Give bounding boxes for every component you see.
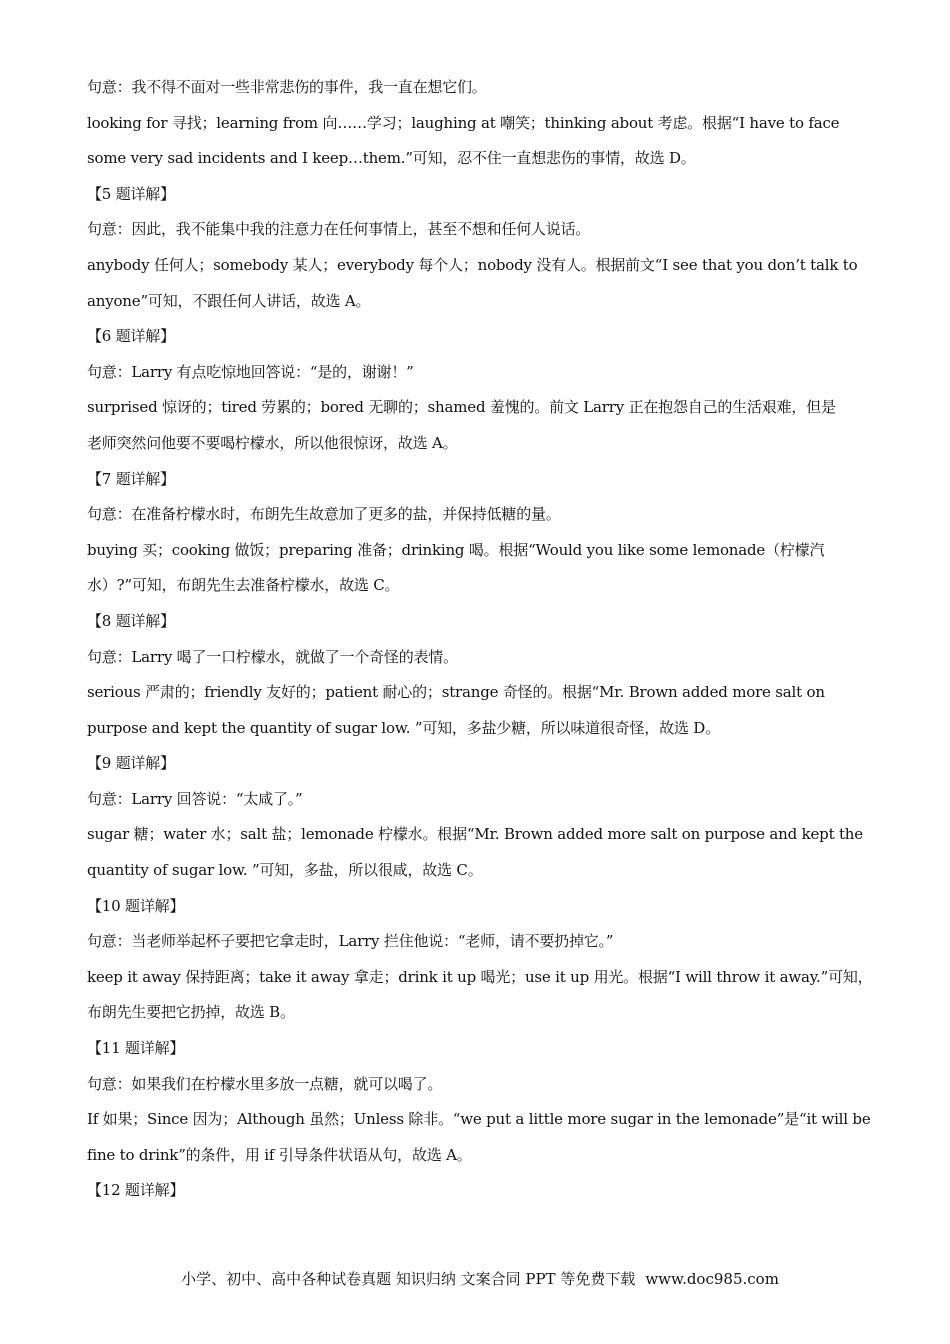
text-line: 句意：在准备柠檬水时，布朗先生故意加了更多的盐，并保持低糖的量。 <box>87 505 561 524</box>
text-line: surprised 惊讶的；tired 劳累的；bored 无聊的；shamed 羞愧的。前文 Larry 正在抱怨自己的生活艰难，但是 <box>87 398 836 417</box>
text-line: 句意：因此，我不能集中我的注意力在任何事情上，甚至不想和任何人说话。 <box>87 220 591 239</box>
text-line: 句意：Larry 回答说：“太咸了。” <box>87 789 303 808</box>
section-heading: 【6 题详解】 <box>87 327 175 346</box>
text-line: If 如果；Since 因为；Although 虽然；Unless 除非。“we put a little more sugar in the lemonade”是“it will be <box>87 1110 871 1129</box>
text-line: 水）?”可知，布朗先生去准备柠檬水，故选 C。 <box>87 576 400 595</box>
text-line: some very sad incidents and I keep…them.”可知，忍不住一直想悲伤的事情，故选 D。 <box>87 149 696 168</box>
text-line: purpose and kept the quantity of sugar low. ”可知，多盐少糖，所以味道很奇怪，故选 D。 <box>87 718 720 737</box>
text-line: looking for 寻找；learning from 向……学习；laughing at 嘲笑；thinking about 考虑。根据“I have to face <box>87 113 840 132</box>
text-line: keep it away 保持距离；take it away 拿走；drink it up 喝光；use it up 用光。根据“I will throw it away.”可知， <box>87 967 873 986</box>
footer-url[interactable]: www.doc985.com <box>645 1270 779 1288</box>
section-heading: 【8 题详解】 <box>87 611 175 630</box>
section-heading: 【9 题详解】 <box>87 754 175 773</box>
text-line: serious 严肃的；friendly 友好的；patient 耐心的；strange 奇怪的。根据“Mr. Brown added more salt on <box>87 683 825 702</box>
text-line: sugar 糖；water 水；salt 盐；lemonade 柠檬水。根据“Mr. Brown added more salt on purpose and kept the <box>87 825 863 844</box>
text-line: 句意：我不得不面对一些非常悲伤的事件，我一直在想它们。 <box>87 78 487 96</box>
text-line: 老师突然问他要不要喝柠檬水，所以他很惊讶，故选 A。 <box>87 433 458 452</box>
text-line: quantity of sugar low. ”可知，多盐，所以很咸，故选 C。 <box>87 861 483 880</box>
text-line: 句意：Larry 有点吃惊地回答说：“是的，谢谢！” <box>87 362 414 381</box>
section-heading: 【10 题详解】 <box>87 896 185 915</box>
section-heading: 【11 题详解】 <box>87 1039 185 1058</box>
page-footer <box>0 1268 950 1289</box>
section-heading: 【5 题详解】 <box>87 184 175 203</box>
text-line: buying 买；cooking 做饭；preparing 准备；drinking 喝。根据“Would you like some lemonade（柠檬汽 <box>87 540 825 559</box>
document-body <box>87 70 873 1209</box>
text-line: anybody 任何人；somebody 某人；everybody 每个人；nobody 没有人。根据前文“I see that you don’t talk to <box>87 255 858 274</box>
text-line: 布朗先生要把它扔掉，故选 B。 <box>87 1003 295 1022</box>
text-line: 句意：如果我们在柠檬水里多放一点糖，就可以喝了。 <box>87 1074 443 1093</box>
text-line: fine to drink”的条件，用 if 引导条件状语从句，故选 A。 <box>87 1145 472 1164</box>
text-line: 句意：Larry 喝了一口柠檬水，就做了一个奇怪的表情。 <box>87 647 458 666</box>
text-line: anyone”可知，不跟任何人讲话，故选 A。 <box>87 291 371 310</box>
section-heading: 【7 题详解】 <box>87 469 175 488</box>
text-line: 句意：当老师举起杯子要把它拿走时，Larry 拦住他说：“老师，请不要扔掉它。” <box>87 932 614 951</box>
footer-text: 小学、初中、高中各种试卷真题 知识归纳 文案合同 PPT 等免费下载 <box>181 1270 636 1288</box>
section-heading: 【12 题详解】 <box>87 1181 185 1200</box>
